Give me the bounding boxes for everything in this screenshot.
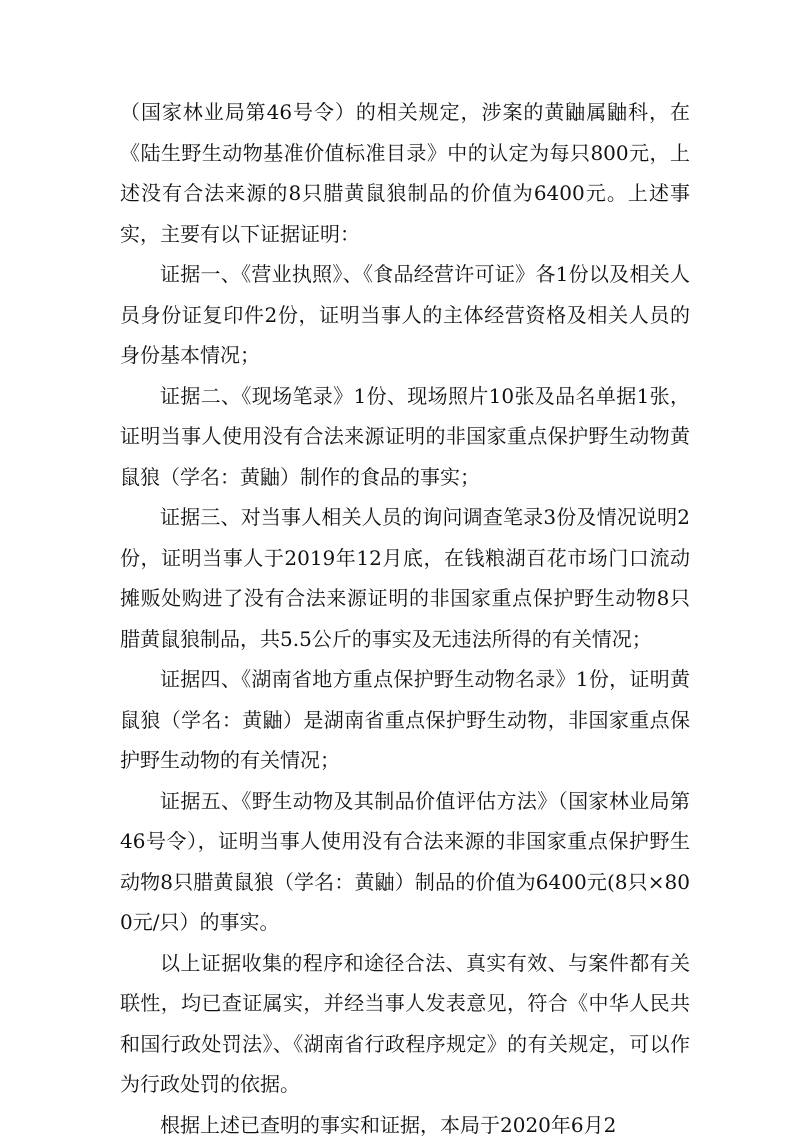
paragraph-evidence-3: 证据三、对当事人相关人员的询问调查笔录3份及情况说明2份，证明当事人于2019年12月底，在钱粮湖百花市场门口流动摊贩处购进了没有合法来源证明的非国家重点保护野生动物8只腊黄鼠狼制品，共5.5公斤的事实及无违法所得的有关情况；: [120, 497, 690, 659]
paragraph-evidence-2: 证据二、《现场笔录》1份、现场照片10张及品名单据1张，证明当事人使用没有合法来源证明的非国家重点保护野生动物黄鼠狼（学名：黄鼬）制作的食品的事实；: [120, 376, 690, 498]
paragraph-evidence-5: 证据五、《野生动物及其制品价值评估方法》（国家林业局第46号令），证明当事人使用没有合法来源的非国家重点保护野生动物8只腊黄鼠狼（学名：黄鼬）制品的价值为6400元(8只×800元/只）的事实。: [120, 781, 690, 943]
paragraph-evidence-4: 证据四、《湖南省地方重点保护野生动物名录》1份，证明黄鼠狼（学名：黄鼬）是湖南省重点保护野生动物，非国家重点保护野生动物的有关情况；: [120, 659, 690, 781]
paragraph-evidence-1: 证据一、《营业执照》、《食品经营许可证》各1份以及相关人员身份证复印件2份，证明当事人的主体经营资格及相关人员的身份基本情况；: [120, 254, 690, 376]
paragraph-evidence-summary: 以上证据收集的程序和途径合法、真实有效、与案件都有关联性，均已查证属实，并经当事人发表意见，符合《中华人民共和国行政处罚法》、《湖南省行政程序规定》的有关规定，可以作为行政处罚的依据。: [120, 943, 690, 1105]
document-body: [120, 92, 690, 1145]
paragraph-decision-start: 根据上述已查明的事实和证据，本局于2020年6月2: [120, 1105, 690, 1145]
paragraph-continuation: （国家林业局第46号令）的相关规定，涉案的黄鼬属鼬科，在《陆生野生动物基准价值标准目录》中的认定为每只800元，上述没有合法来源的8只腊黄鼠狼制品的价值为6400元。上述事实，主要有以下证据证明：: [120, 92, 690, 254]
